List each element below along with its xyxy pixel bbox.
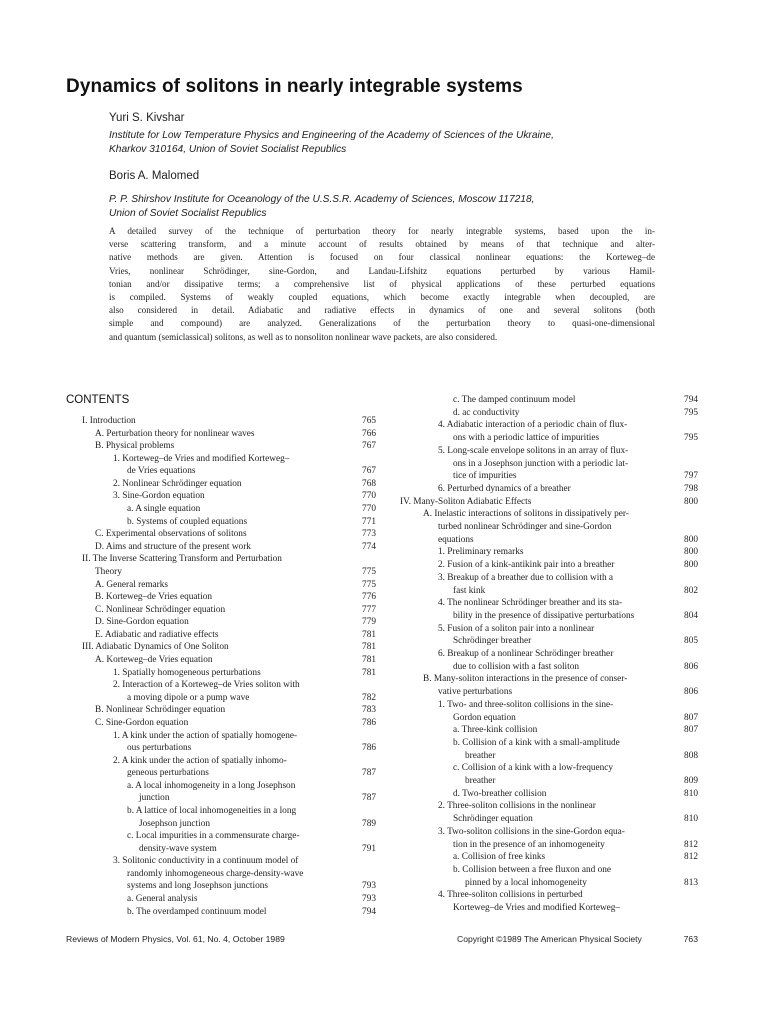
toc-entry: b. The overdamped continuum model — [127, 906, 267, 917]
toc-entry: vative perturbations — [438, 687, 513, 698]
toc-entry: c. Local impurities in a commensurate charge- — [127, 831, 300, 842]
toc-page-number: 808 — [684, 750, 698, 761]
toc-entry: ons with a periodic lattice of impurities — [453, 433, 600, 444]
toc-entry: turbed nonlinear Schrödinger and sine-Gordon — [438, 522, 612, 532]
toc-entry: E. Adiabatic and radiative effects — [95, 629, 219, 640]
toc-entry: D. Aims and structure of the present work — [95, 541, 251, 552]
abstract-line: also considered in detail. Adiabatic and radiative effects in dynamics of one and several solitons (both — [109, 305, 655, 316]
toc-entry: a. General analysis — [127, 894, 198, 905]
toc-entry: 2. Nonlinear Schrödinger equation — [113, 478, 242, 489]
toc-entry: D. Sine-Gordon equation — [95, 617, 189, 628]
toc-page-number: 775 — [362, 566, 376, 577]
toc-entry: c. Collision of a kink with a low-frequency — [453, 763, 614, 774]
toc-page-number: 776 — [362, 592, 376, 603]
toc-page-number: 774 — [362, 541, 376, 552]
toc-entry: B. Nonlinear Schrödinger equation — [95, 705, 226, 716]
toc-entry: a. Collision of free kinks — [453, 852, 546, 863]
toc-entry: ous perturbations — [127, 743, 192, 754]
toc-entry: ons in a Josephson junction with a periodic lat- — [453, 458, 629, 469]
toc-entry: geneous perturbations — [127, 768, 209, 779]
page-number: 763 — [683, 934, 698, 944]
toc-page-number: 804 — [684, 610, 698, 621]
toc-page-number: 768 — [362, 478, 376, 489]
toc-entry: Schrödinger equation — [453, 814, 533, 825]
toc-entry: d. ac conductivity — [453, 407, 520, 418]
toc-page-number: 795 — [684, 407, 698, 418]
abstract-line: is compiled. Systems of weakly coupled equations, which become exactly integrable when decoupled, are — [109, 292, 655, 303]
toc-entry: b. Systems of coupled equations — [127, 516, 248, 527]
affiliation-line: P. P. Shirshov Institute for Oceanology of the U.S.S.R. Academy of Sciences, Moscow 117218, — [109, 194, 535, 205]
toc-entry: breather — [465, 776, 496, 786]
toc-entry: a. A single equation — [127, 504, 201, 515]
toc-entry: 3. Two-soliton collisions in the sine-Gordon equa- — [438, 826, 625, 837]
abstract — [109, 225, 655, 344]
toc-page-number: 807 — [684, 712, 698, 723]
toc-page-number: 807 — [684, 725, 698, 736]
toc-entry: bility in the presence of dissipative perturbations — [453, 610, 635, 621]
toc-entry: 1. Preliminary remarks — [438, 547, 524, 558]
toc-entry: A. Perturbation theory for nonlinear waves — [95, 428, 255, 439]
toc-entry: junction — [139, 793, 170, 804]
toc-entry: 4. Three-soliton collisions in perturbed — [438, 890, 583, 901]
toc-page-number: 770 — [362, 491, 376, 502]
contents-heading: CONTENTS — [66, 394, 130, 406]
toc-page-number: 779 — [362, 617, 376, 628]
toc-page-number: 800 — [684, 496, 698, 507]
toc-entry: Gordon equation — [453, 712, 516, 723]
toc-page-number: 770 — [362, 504, 376, 515]
toc-page-number: 813 — [684, 877, 698, 888]
toc-page-number: 793 — [362, 894, 376, 905]
toc-page-number: 787 — [362, 768, 376, 779]
toc-page-number: 805 — [684, 636, 698, 647]
toc-entry: B. Physical problems — [95, 441, 175, 452]
toc-page-number: 810 — [684, 814, 698, 825]
toc-page-number: 773 — [362, 529, 376, 540]
toc-page-number: 793 — [362, 881, 376, 892]
toc-entry: Schrödinger breather — [453, 636, 532, 647]
abstract-line: native methods are given. Attention is focused on four classical nonlinear equations: the Korteweg–de — [109, 252, 655, 263]
toc-entry: B. Korteweg–de Vries equation — [95, 592, 213, 603]
toc-page-number: 777 — [362, 604, 376, 615]
abstract-line: verse scattering transform, and a minute account of results obtained by means of that technique and alter- — [109, 239, 655, 250]
toc-page-number: 800 — [684, 534, 698, 545]
toc-entry: 5. Long-scale envelope solitons in an array of flux- — [438, 445, 629, 456]
toc-page-number: 794 — [362, 906, 376, 917]
toc-entry: systems and long Josephson junctions — [127, 881, 269, 892]
toc-entry: A. Inelastic interactions of solitons in dissipatively per- — [423, 509, 629, 520]
toc-page-number: 798 — [684, 483, 698, 494]
toc-entry: breather — [465, 750, 496, 761]
author-affiliation — [109, 193, 709, 220]
toc-entry: 2. Interaction of a Korteweg–de Vries soliton with — [113, 680, 300, 691]
toc-entry: I. Introduction — [82, 416, 136, 426]
toc-entry: C. Nonlinear Schrödinger equation — [95, 604, 226, 615]
toc-entry: 1. Two- and three-soliton collisions in the sine- — [438, 699, 614, 710]
toc-entry: fast kink — [453, 585, 486, 596]
toc-entry: 2. A kink under the action of spatially inhomo- — [113, 755, 287, 766]
toc-entry: Theory — [95, 566, 122, 577]
toc-page-number: 781 — [362, 655, 376, 666]
toc-page-number: 781 — [362, 629, 376, 640]
toc-entry: 4. The nonlinear Schrödinger breather and its sta- — [438, 598, 623, 609]
toc-page-number: 765 — [362, 416, 376, 426]
toc-entry: Korteweg–de Vries and modified Korteweg– — [453, 903, 621, 913]
toc-page-number: 810 — [684, 788, 698, 799]
toc-entry: 6. Breakup of a nonlinear Schrödinger breather — [438, 649, 614, 659]
toc-page-number: 795 — [684, 433, 698, 444]
toc-entry: a. Three-kink collision — [453, 725, 538, 736]
toc-entry: randomly inhomogeneous charge-density-wave — [127, 868, 304, 879]
toc-page-number: 771 — [362, 516, 376, 527]
toc-entry: B. Many-soliton interactions in the presence of conser- — [423, 674, 628, 685]
toc-entry: 3. Solitonic conductivity in a continuum model of — [113, 856, 299, 867]
toc-page-number: 797 — [684, 471, 698, 482]
toc-entry: A. Korteweg–de Vries equation — [95, 655, 213, 666]
toc-page-number: 812 — [684, 852, 698, 863]
toc-page-number: 786 — [362, 717, 376, 728]
toc-entry: b. A lattice of local inhomogeneities in a long — [127, 805, 297, 816]
toc-entry: equations — [438, 534, 474, 545]
toc-page-number: 812 — [684, 839, 698, 850]
toc-entry: b. Collision of a kink with a small-amplitude — [453, 737, 620, 748]
affiliation-line: Kharkov 310164, Union of Soviet Socialist Republics — [109, 143, 347, 155]
toc-page-number: 787 — [362, 793, 376, 804]
toc-page-number: 767 — [362, 466, 376, 477]
toc-entry: Josephson junction — [139, 818, 211, 829]
toc-page-number: 782 — [362, 692, 376, 703]
toc-entry: de Vries equations — [127, 466, 196, 477]
toc-page-number: 766 — [362, 428, 376, 439]
toc-page-number: 809 — [684, 776, 698, 786]
toc-entry: III. Adiabatic Dynamics of One Soliton — [82, 642, 229, 653]
toc-entry: 2. Three-soliton collisions in the nonlinear — [438, 801, 596, 812]
toc-page-number: 806 — [684, 687, 698, 698]
toc-page-number: 794 — [684, 395, 698, 405]
author-affiliation — [109, 129, 709, 156]
affiliation-line: Institute for Low Temperature Physics and Engineering of the Academy of Sciences of the Ukraine, — [109, 130, 554, 141]
abstract-line: tonian and/or dissipative terms; a comprehensive list of physical applications of these perturbed equations — [109, 278, 655, 289]
journal-citation: Reviews of Modern Physics, Vol. 61, No. 4, October 1989 — [66, 934, 285, 944]
toc-entry: 1. A kink under the action of spatially homogene- — [113, 730, 298, 741]
toc-entry: b. Collision between a free fluxon and one — [453, 864, 612, 875]
toc-entry: II. The Inverse Scattering Transform and Perturbation — [82, 554, 282, 565]
toc-entry: due to collision with a fast soliton — [453, 661, 580, 672]
toc-entry: 1. Korteweg–de Vries and modified Korteweg– — [113, 453, 290, 464]
toc-entry: IV. Many-Soliton Adiabatic Effects — [400, 496, 532, 507]
toc-page-number: 781 — [362, 667, 376, 678]
toc-entry: tion in the presence of an inhomogeneity — [453, 839, 605, 850]
toc-entry: A. General remarks — [95, 579, 169, 590]
toc-page-number: 800 — [684, 560, 698, 571]
toc-page-number: 800 — [684, 547, 698, 558]
toc-page-number: 783 — [362, 705, 376, 716]
article-title: Dynamics of solitons in nearly integrable systems — [66, 76, 523, 97]
toc-entry: a moving dipole or a pump wave — [127, 692, 250, 703]
toc-page-number: 789 — [362, 818, 376, 829]
toc-page-number: 781 — [362, 642, 376, 653]
toc-page-number: 806 — [684, 661, 698, 672]
author-name: Yuri S. Kivshar — [109, 112, 185, 124]
toc-entry: a. A local inhomogeneity in a long Josephson — [127, 780, 296, 791]
toc-page-number: 791 — [362, 843, 376, 854]
toc-page-number: 786 — [362, 743, 376, 754]
toc-entry: 1. Spatially homogeneous perturbations — [113, 667, 261, 678]
toc-entry: d. Two-breather collision — [453, 788, 547, 799]
toc-page-number: 802 — [684, 585, 698, 596]
toc-entry: 2. Fusion of a kink-antikink pair into a breather — [438, 560, 615, 571]
toc-page-number: 767 — [362, 441, 376, 452]
toc-entry: C. Experimental observations of solitons — [95, 529, 247, 540]
toc-entry: pinned by a local inhomogeneity — [465, 877, 587, 888]
toc-entry: 5. Fusion of a soliton pair into a nonlinear — [438, 623, 595, 634]
abstract-line: and quantum (semiclassical) solitons, as well as to nonsoliton nonlinear wave packets, are also considered. — [109, 331, 498, 342]
toc-entry: 4. Adiabatic interaction of a periodic chain of flux- — [438, 420, 628, 431]
affiliation-line: Union of Soviet Socialist Republics — [109, 207, 267, 219]
toc-entry: 6. Perturbed dynamics of a breather — [438, 483, 571, 494]
toc-entry: c. The damped continuum model — [453, 395, 576, 405]
abstract-line: Vries, nonlinear Schrödinger, sine-Gordon, and Landau-Lifshitz equations perturbed by various Hamil- — [109, 265, 655, 276]
toc-entry: 3. Breakup of a breather due to collision with a — [438, 572, 614, 583]
author-name: Boris A. Malomed — [109, 170, 200, 182]
toc-entry: C. Sine-Gordon equation — [95, 717, 189, 728]
copyright-notice: Copyright ©1989 The American Physical Society — [457, 934, 642, 944]
toc-entry: density-wave system — [139, 843, 217, 854]
abstract-line: simple and compound) are analyzed. Generalizations of the perturbation theory to quasi-one-dimensional — [109, 318, 655, 329]
toc-entry: tice of impurities — [453, 471, 517, 482]
abstract-line: A detailed survey of the technique of perturbation theory for nearly integrable systems, based upon the in- — [109, 226, 655, 236]
toc-page-number: 775 — [362, 579, 376, 590]
toc-entry: 3. Sine-Gordon equation — [113, 491, 205, 502]
